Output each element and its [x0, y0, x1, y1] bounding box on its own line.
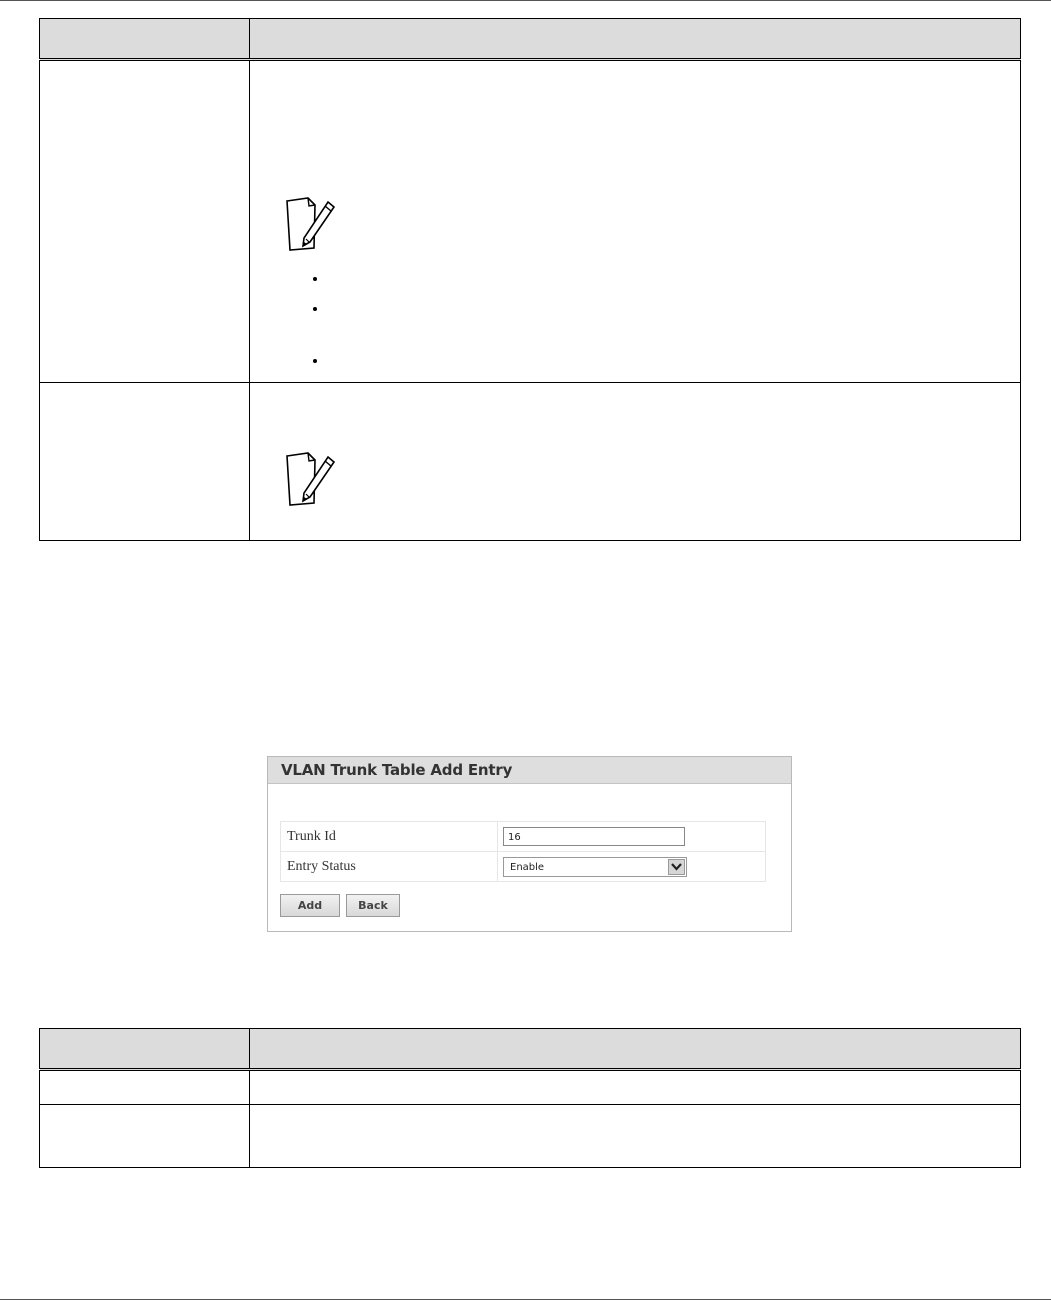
table-cell [40, 383, 250, 541]
back-button[interactable]: Back [346, 894, 400, 917]
table-row [40, 1070, 1021, 1105]
table-row [40, 1105, 1021, 1168]
table-cell [250, 1070, 1021, 1105]
form-row-trunk-id [281, 822, 766, 852]
dialog-title: VLAN Trunk Table Add Entry [268, 757, 791, 784]
chevron-down-icon[interactable] [668, 859, 685, 875]
parameter-table-2 [39, 1028, 1021, 1168]
entry-status-select[interactable] [503, 857, 687, 877]
note-pencil-icon [284, 196, 338, 254]
vlan-trunk-add-dialog [267, 756, 792, 932]
parameter-table-1 [39, 18, 1021, 541]
trunk-id-label: Trunk Id [281, 822, 498, 852]
entry-status-value: Enable [510, 861, 545, 873]
table-header-cell [40, 19, 250, 60]
table-header-cell [250, 19, 1021, 60]
bullet-marker [313, 359, 317, 363]
trunk-id-input[interactable]: 16 [503, 827, 685, 846]
form-row-entry-status [281, 852, 766, 882]
table-row [40, 383, 1021, 541]
table-row [40, 60, 1021, 383]
bullet-marker [313, 277, 317, 281]
form-table [280, 821, 766, 882]
bullet-marker [313, 307, 317, 311]
table-header-cell [40, 1029, 250, 1070]
table-header-cell [250, 1029, 1021, 1070]
note-pencil-icon [284, 451, 338, 509]
table-cell [250, 60, 1021, 383]
table-cell [40, 1070, 250, 1105]
add-button[interactable]: Add [280, 894, 340, 917]
page-top-rule [0, 0, 1051, 1]
table-cell [250, 1105, 1021, 1168]
table-cell [40, 60, 250, 383]
table-cell [40, 1105, 250, 1168]
table-cell [250, 383, 1021, 541]
entry-status-label: Entry Status [281, 852, 498, 882]
